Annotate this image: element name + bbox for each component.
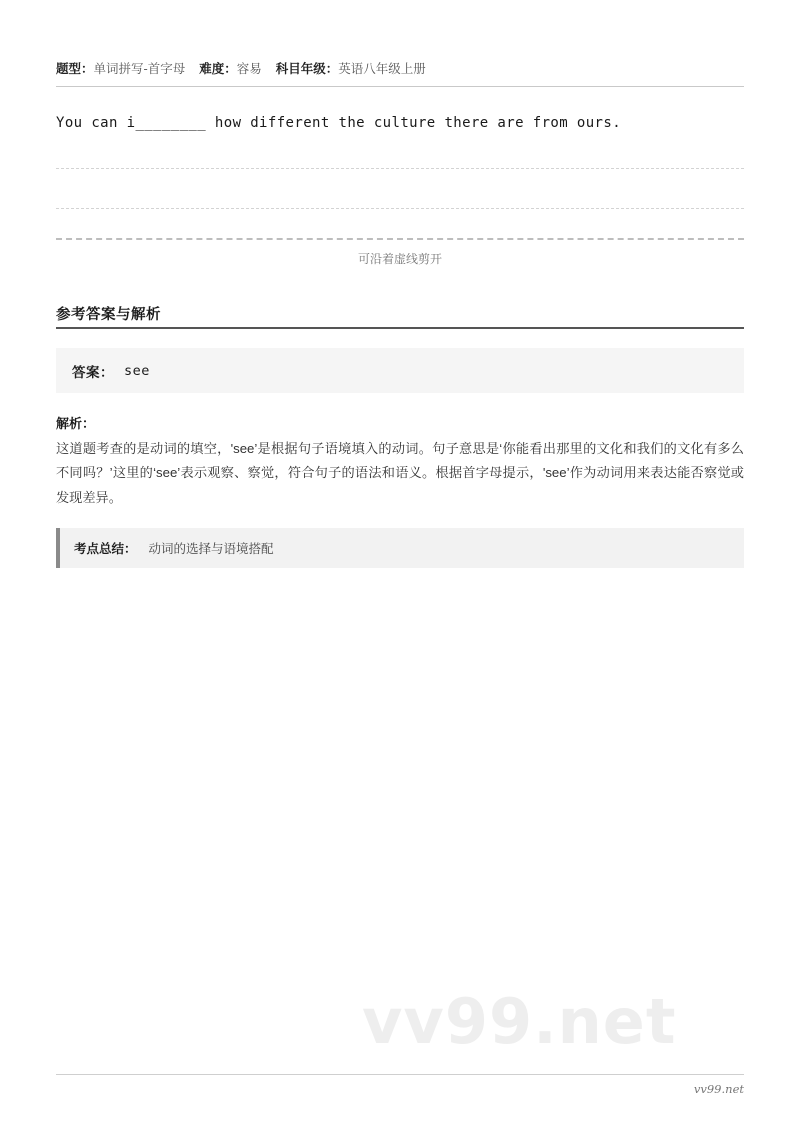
key-point-value: 动词的选择与语境搭配: [148, 542, 274, 556]
meta-difficulty-value: 容易: [236, 61, 262, 76]
cut-hint-text: 可沿着虚线剪开: [357, 252, 442, 266]
meta-divider: [56, 86, 744, 87]
explanation-label: 解析：: [56, 416, 96, 431]
answer-box: [56, 348, 744, 393]
answer-label: 答案：: [72, 364, 114, 380]
footer-site-name: vv99.net: [693, 1082, 744, 1096]
question-meta: [56, 60, 744, 79]
meta-subject-value: 英语八年级上册: [338, 61, 426, 76]
meta-type-label: 题型：: [56, 62, 94, 76]
key-point-summary-box: [56, 528, 744, 568]
answer-writing-line-2: [56, 208, 744, 209]
key-point-label: 考点总结：: [74, 542, 137, 556]
answer-writing-line-1: [56, 168, 744, 169]
watermark-text: vv99.net: [362, 985, 677, 1058]
meta-type-value: 单词拼写-首字母: [93, 61, 186, 76]
footer-divider: [56, 1074, 744, 1075]
meta-subject-label: 科目年级：: [275, 62, 339, 76]
analysis-section-title: 参考答案与解析: [56, 307, 161, 323]
analysis-section-divider: [56, 327, 744, 329]
answer-value: see: [124, 362, 150, 379]
meta-difficulty-label: 难度：: [199, 62, 237, 76]
explanation-text: 这道题考查的是动词的填空，'see’是根据句子语境填入的动词。句子意思是‘你能看出那里的文化和我们的文化有多么不同吗？’这里的‘see’表示观察、察觉，符合句子的语法和语义。根据首字母提示，'see’作为动词用来表达能否察觉或发现差异。: [56, 441, 744, 505]
question-text: You can i________ how different the culture there are from ours.: [56, 115, 622, 131]
cut-dashed-line: [56, 238, 744, 240]
